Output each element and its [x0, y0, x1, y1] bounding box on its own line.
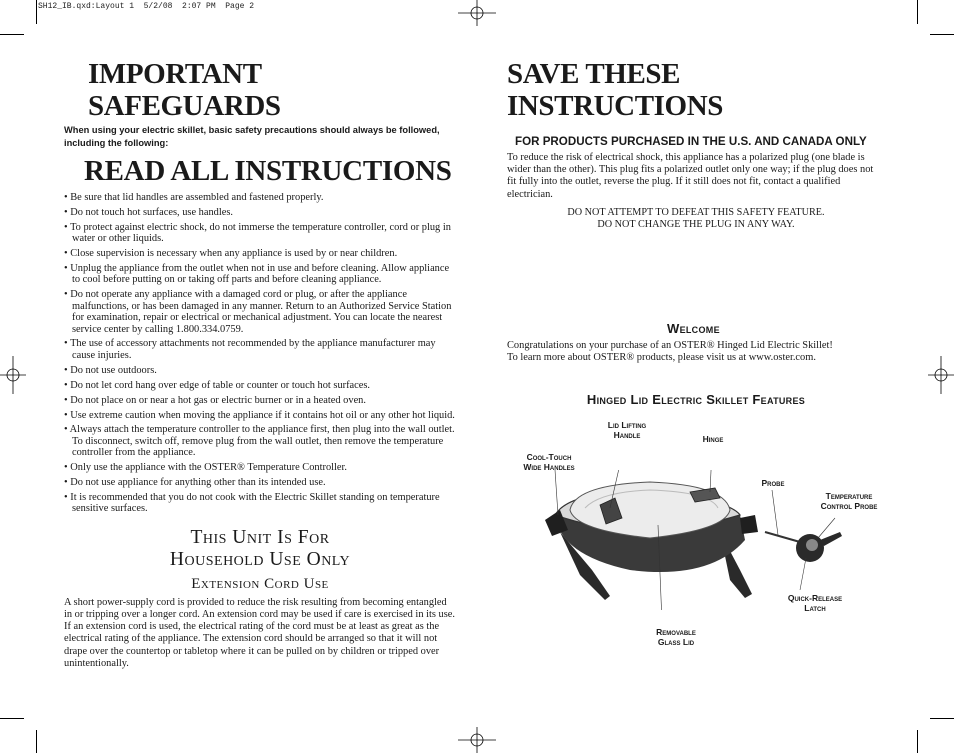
plug-warning-line-1: DO NOT ATTEMPT TO DEFEAT THIS SAFETY FEATURE.	[567, 206, 825, 218]
registration-mark-icon	[458, 0, 496, 26]
callout-line: Latch	[804, 603, 826, 613]
callout-line: Glass Lid	[657, 637, 695, 647]
features-heading: Hinged Lid Electric Skillet Features	[586, 392, 806, 408]
callout-line: Handle	[613, 430, 641, 440]
welcome-line-2: To learn more about OSTER® products, please visit us at www.oster.com.	[507, 352, 816, 364]
callout-line: Wide Handles	[523, 462, 575, 472]
crop-mark	[36, 0, 37, 24]
registration-mark-icon	[0, 356, 26, 394]
list-item: • Close supervision is necessary when any appliance is used by or near children.	[64, 248, 456, 259]
crop-mark	[930, 718, 954, 719]
file-slug: SH12_IB.qxd:Layout 1 5/2/08 2:07 PM Page 2	[38, 2, 255, 11]
crop-mark	[36, 730, 37, 753]
right-column	[507, 58, 885, 407]
list-item: • To protect against electric shock, do not immerse the temperature controller, cord or plug in water or other liquids.	[64, 222, 456, 245]
callout-line: Lid Lifting	[607, 420, 647, 430]
products-heading: FOR PRODUCTS PURCHASED IN THE U.S. AND CANADA ONLY	[515, 135, 867, 148]
registration-mark-icon	[928, 356, 954, 394]
crop-mark	[930, 34, 954, 35]
callout-line: Temperature	[825, 491, 873, 501]
household-line-2: Household Use Only	[169, 548, 351, 570]
list-item: • Do not use outdoors.	[64, 365, 456, 376]
list-item: • The use of accessory attachments not recommended by the appliance manufacturer may cause injuries.	[64, 338, 456, 361]
save-instructions-title: SAVE THESE INSTRUCTIONS	[507, 58, 723, 122]
read-all-title: READ ALL INSTRUCTIONS	[84, 155, 452, 187]
callout-line: Probe	[761, 478, 785, 488]
list-item: • Do not use appliance for anything other than its intended use.	[64, 477, 456, 488]
callout-lid-lifting-handle	[594, 420, 660, 440]
list-item: • Unplug the appliance from the outlet when not in use and before cleaning. Allow appliance to cool before putting on or taking off parts and before cleaning appliance.	[64, 263, 456, 286]
extension-cord-heading: Extension Cord Use	[191, 575, 329, 592]
callout-temperature-probe	[808, 491, 890, 511]
list-item: • It is recommended that you do not cook with the Electric Skillet standing on temperature sensitive surfaces.	[64, 492, 456, 515]
callout-cool-touch-handles	[512, 452, 586, 472]
callout-quick-release-latch	[774, 593, 856, 613]
list-item: • Be sure that lid handles are assembled and fastened properly.	[64, 192, 456, 203]
registration-mark-icon	[458, 727, 496, 753]
crop-mark	[917, 730, 918, 753]
list-item: • Do not place on or near a hot gas or electric burner or in a heated oven.	[64, 395, 456, 406]
safeguards-list	[64, 192, 456, 515]
safeguards-intro: When using your electric skillet, basic safety precautions should always be followed, including the following:	[64, 125, 440, 148]
welcome-heading: Welcome	[667, 320, 720, 336]
list-item: • Do not let cord hang over edge of table or counter or touch hot surfaces.	[64, 380, 456, 391]
list-item: • Always attach the temperature controller to the appliance first, then plug into the wall outlet. To disconnect, switch off, remove plug from the wall outlet, then remove the temperature controller from the appliance.	[64, 424, 456, 458]
household-line-1: This Unit Is For	[190, 526, 330, 548]
crop-mark	[0, 34, 24, 35]
household-heading	[64, 527, 456, 571]
list-item: • Do not touch hot surfaces, use handles.	[64, 207, 456, 218]
callout-probe	[752, 478, 794, 488]
extension-cord-text: A short power-supply cord is provided to reduce the risk resulting from becoming entangled in or tripping over a longer cord. An extension cord may be used if care is exercised in its use. If an extension cord is used, the electrical rating of the cord must be at least as great as the electrical rating of the appliance. The extension cord should be arranged so that it will not drape over the countertop or tabletop where it can be pulled on by children or tripped over unintentionally.	[64, 596, 455, 669]
welcome-text	[507, 340, 885, 364]
crop-mark	[0, 718, 24, 719]
callout-line: Hinge	[702, 434, 724, 444]
plug-warning	[507, 207, 885, 231]
crop-mark	[917, 0, 918, 24]
callout-line: Removable	[656, 627, 696, 637]
list-item: • Do not operate any appliance with a damaged cord or plug, or after the appliance malfunctions, or has been damaged in any manner. Return to an Authorized Service Station for examination, repair or electrical or mechanical adjustment. You can locate the nearest service center by calling 1.800.334.0759.	[64, 289, 456, 335]
callout-line: Quick-Release	[787, 593, 843, 603]
callout-hinge	[690, 434, 736, 444]
plug-warning-line-2: DO NOT CHANGE THE PLUG IN ANY WAY.	[597, 218, 795, 230]
safeguards-title: IMPORTANT SAFEGUARDS	[88, 58, 281, 122]
callout-removable-glass-lid	[640, 627, 712, 647]
polarized-plug-text: To reduce the risk of electrical shock, this appliance has a polarized plug (one blade is wider than the other). This plug fits a polarized outlet only one way; if the plug does not fit fully into the outlet, reverse the plug. If it still does not fit, contact a qualified electrician.	[507, 152, 874, 200]
left-column	[64, 58, 456, 670]
callout-line: Cool-Touch	[526, 452, 572, 462]
list-item: • Use extreme caution when moving the appliance if it contains hot oil or any other hot liquid.	[64, 410, 456, 421]
welcome-line-1: Congratulations on your purchase of an OSTER® Hinged Lid Electric Skillet!	[507, 339, 833, 351]
callout-line: Control Probe	[820, 501, 878, 511]
list-item: • Only use the appliance with the OSTER® Temperature Controller.	[64, 462, 456, 473]
